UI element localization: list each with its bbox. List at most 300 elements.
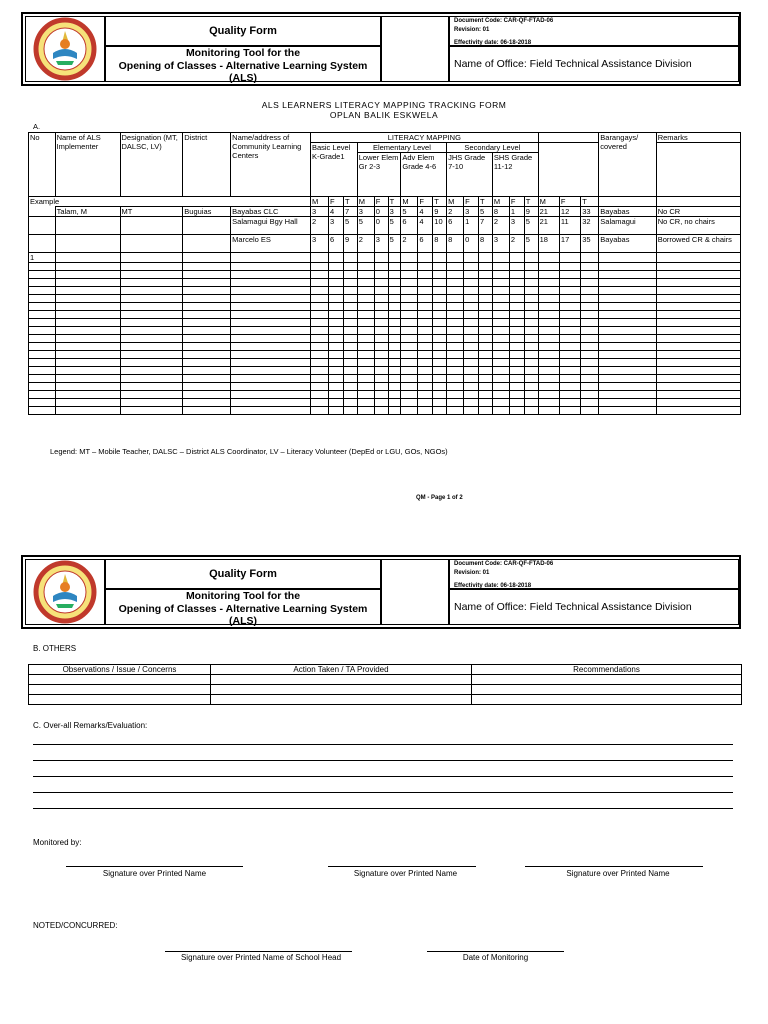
blank-cell[interactable]: [599, 335, 656, 343]
blank-cell[interactable]: [357, 407, 374, 415]
blank-cell[interactable]: [524, 279, 538, 287]
blank-cell[interactable]: [524, 319, 538, 327]
blank-cell[interactable]: [433, 399, 447, 407]
blank-cell[interactable]: [656, 359, 740, 367]
blank-cell[interactable]: [433, 311, 447, 319]
blank-cell[interactable]: [538, 351, 559, 359]
blank-cell[interactable]: [183, 271, 231, 279]
blank-cell[interactable]: [231, 279, 311, 287]
blank-cell[interactable]: [329, 253, 344, 263]
blank-cell[interactable]: [479, 319, 493, 327]
blank-cell[interactable]: [538, 311, 559, 319]
blank-cell[interactable]: [433, 351, 447, 359]
blank-cell[interactable]: [401, 399, 418, 407]
blank-cell[interactable]: [524, 271, 538, 279]
blank-cell[interactable]: [559, 295, 580, 303]
blank-cell[interactable]: [357, 351, 374, 359]
blank-cell[interactable]: [464, 359, 479, 367]
blank-cell[interactable]: [656, 343, 740, 351]
blank-cell[interactable]: [581, 375, 599, 383]
blank-cell[interactable]: [29, 279, 56, 287]
blank-cell[interactable]: [343, 287, 357, 295]
blank-cell[interactable]: [29, 319, 56, 327]
blank-cell[interactable]: [492, 327, 509, 335]
blank-cell[interactable]: [559, 407, 580, 415]
blank-cell[interactable]: [599, 343, 656, 351]
blank-cell[interactable]: [581, 383, 599, 391]
blank-cell[interactable]: [374, 343, 388, 351]
blank-cell[interactable]: [524, 287, 538, 295]
blank-cell[interactable]: [538, 375, 559, 383]
blank-cell[interactable]: [447, 271, 464, 279]
blank-cell[interactable]: [656, 295, 740, 303]
blank-cell[interactable]: [479, 367, 493, 375]
blank-cell[interactable]: [492, 271, 509, 279]
blank-cell[interactable]: [479, 263, 493, 271]
blank-cell[interactable]: [656, 263, 740, 271]
blank-cell[interactable]: [559, 351, 580, 359]
blank-cell[interactable]: [538, 383, 559, 391]
blank-cell[interactable]: [492, 287, 509, 295]
blank-cell[interactable]: [538, 319, 559, 327]
blank-cell[interactable]: [55, 311, 120, 319]
blank-cell[interactable]: [183, 359, 231, 367]
blank-cell[interactable]: [492, 263, 509, 271]
blank-cell[interactable]: [509, 351, 524, 359]
blank-cell[interactable]: [418, 295, 433, 303]
blank-cell[interactable]: [55, 367, 120, 375]
blank-cell[interactable]: [183, 343, 231, 351]
blank-cell[interactable]: [231, 407, 311, 415]
blank-cell[interactable]: [183, 351, 231, 359]
blank-cell[interactable]: [656, 279, 740, 287]
blank-cell[interactable]: [183, 407, 231, 415]
blank-cell[interactable]: [418, 303, 433, 311]
blank-cell[interactable]: [183, 327, 231, 335]
blank-cell[interactable]: [581, 407, 599, 415]
blank-cell[interactable]: [538, 391, 559, 399]
blank-cell[interactable]: [183, 391, 231, 399]
blank-cell[interactable]: [656, 311, 740, 319]
blank-cell[interactable]: [231, 391, 311, 399]
blank-cell[interactable]: [524, 399, 538, 407]
obs-cell[interactable]: [29, 675, 211, 685]
blank-cell[interactable]: [418, 351, 433, 359]
blank-cell[interactable]: [433, 327, 447, 335]
blank-cell[interactable]: [29, 383, 56, 391]
blank-cell[interactable]: [559, 359, 580, 367]
blank-cell[interactable]: [559, 343, 580, 351]
blank-cell[interactable]: [581, 303, 599, 311]
blank-cell[interactable]: [479, 253, 493, 263]
blank-cell[interactable]: [55, 335, 120, 343]
blank-cell[interactable]: [581, 319, 599, 327]
blank-cell[interactable]: [464, 407, 479, 415]
reco-cell[interactable]: [472, 685, 742, 695]
blank-cell[interactable]: [509, 311, 524, 319]
blank-cell[interactable]: [599, 391, 656, 399]
blank-cell[interactable]: [599, 287, 656, 295]
blank-cell[interactable]: [29, 311, 56, 319]
blank-cell[interactable]: [581, 263, 599, 271]
blank-cell[interactable]: [343, 351, 357, 359]
blank-cell[interactable]: [479, 399, 493, 407]
blank-cell[interactable]: [656, 319, 740, 327]
blank-cell[interactable]: [231, 383, 311, 391]
blank-cell[interactable]: [401, 263, 418, 271]
blank-cell[interactable]: [418, 391, 433, 399]
blank-cell[interactable]: [559, 335, 580, 343]
blank-cell[interactable]: [538, 327, 559, 335]
blank-cell[interactable]: [388, 263, 401, 271]
blank-cell[interactable]: [55, 263, 120, 271]
blank-cell[interactable]: [29, 263, 56, 271]
blank-cell[interactable]: [231, 375, 311, 383]
blank-cell[interactable]: [447, 263, 464, 271]
blank-cell[interactable]: [183, 287, 231, 295]
blank-cell[interactable]: [329, 351, 344, 359]
blank-cell[interactable]: [433, 319, 447, 327]
date-line[interactable]: [427, 951, 564, 952]
blank-cell[interactable]: [401, 391, 418, 399]
blank-cell[interactable]: [656, 407, 740, 415]
blank-cell[interactable]: [559, 271, 580, 279]
blank-cell[interactable]: [310, 253, 328, 263]
blank-cell[interactable]: [509, 391, 524, 399]
blank-cell[interactable]: [464, 319, 479, 327]
blank-cell[interactable]: [55, 303, 120, 311]
blank-cell[interactable]: [524, 375, 538, 383]
blank-cell[interactable]: [559, 279, 580, 287]
blank-cell[interactable]: [388, 383, 401, 391]
blank-cell[interactable]: [329, 391, 344, 399]
blank-cell[interactable]: [374, 391, 388, 399]
blank-cell[interactable]: [120, 263, 183, 271]
blank-cell[interactable]: [343, 279, 357, 287]
blank-cell[interactable]: [401, 319, 418, 327]
blank-cell[interactable]: [329, 375, 344, 383]
blank-cell[interactable]: [357, 359, 374, 367]
reco-cell[interactable]: [472, 675, 742, 685]
blank-cell[interactable]: [418, 287, 433, 295]
blank-cell[interactable]: [599, 303, 656, 311]
blank-cell[interactable]: [479, 351, 493, 359]
blank-cell[interactable]: [581, 391, 599, 399]
blank-cell[interactable]: [329, 311, 344, 319]
obs-cell[interactable]: [29, 685, 211, 695]
blank-cell[interactable]: [120, 375, 183, 383]
blank-cell[interactable]: [524, 327, 538, 335]
blank-cell[interactable]: [374, 253, 388, 263]
blank-cell[interactable]: [329, 383, 344, 391]
blank-cell[interactable]: [231, 319, 311, 327]
blank-cell[interactable]: [183, 263, 231, 271]
blank-cell[interactable]: [183, 295, 231, 303]
blank-cell[interactable]: [599, 271, 656, 279]
blank-cell[interactable]: [388, 311, 401, 319]
blank-cell[interactable]: [433, 263, 447, 271]
blank-cell[interactable]: [55, 343, 120, 351]
blank-cell[interactable]: [509, 271, 524, 279]
blank-cell[interactable]: [401, 375, 418, 383]
blank-cell[interactable]: [374, 351, 388, 359]
blank-cell[interactable]: [479, 375, 493, 383]
blank-cell[interactable]: [464, 279, 479, 287]
blank-cell[interactable]: [418, 359, 433, 367]
blank-cell[interactable]: [509, 279, 524, 287]
blank-cell[interactable]: [492, 279, 509, 287]
blank-cell[interactable]: [401, 383, 418, 391]
blank-cell[interactable]: [433, 253, 447, 263]
blank-cell[interactable]: [388, 295, 401, 303]
blank-cell[interactable]: [433, 303, 447, 311]
blank-cell[interactable]: [29, 399, 56, 407]
blank-cell[interactable]: [524, 407, 538, 415]
blank-cell[interactable]: [374, 271, 388, 279]
blank-cell[interactable]: [357, 279, 374, 287]
blank-cell[interactable]: [581, 399, 599, 407]
blank-cell[interactable]: [310, 271, 328, 279]
blank-cell[interactable]: [231, 399, 311, 407]
blank-cell[interactable]: [464, 253, 479, 263]
school-head-signature-line[interactable]: [165, 951, 352, 952]
blank-cell[interactable]: [329, 359, 344, 367]
blank-cell[interactable]: [120, 407, 183, 415]
blank-cell[interactable]: [120, 319, 183, 327]
blank-cell[interactable]: [343, 253, 357, 263]
blank-cell[interactable]: [492, 367, 509, 375]
blank-cell[interactable]: [120, 303, 183, 311]
blank-cell[interactable]: [656, 327, 740, 335]
blank-cell[interactable]: [524, 311, 538, 319]
blank-cell[interactable]: [343, 271, 357, 279]
blank-cell[interactable]: [464, 399, 479, 407]
blank-cell[interactable]: [656, 375, 740, 383]
blank-cell[interactable]: [559, 327, 580, 335]
blank-cell[interactable]: [509, 367, 524, 375]
blank-cell[interactable]: [599, 319, 656, 327]
blank-cell[interactable]: [120, 295, 183, 303]
blank-cell[interactable]: [388, 391, 401, 399]
blank-cell[interactable]: [357, 327, 374, 335]
blank-cell[interactable]: [509, 335, 524, 343]
blank-cell[interactable]: [29, 359, 56, 367]
signature-line[interactable]: [328, 866, 476, 867]
blank-cell[interactable]: [447, 287, 464, 295]
remarks-line[interactable]: [33, 776, 733, 777]
blank-cell[interactable]: [464, 287, 479, 295]
blank-cell[interactable]: [231, 263, 311, 271]
blank-cell[interactable]: [656, 383, 740, 391]
blank-cell[interactable]: [492, 311, 509, 319]
blank-cell[interactable]: [447, 367, 464, 375]
blank-cell[interactable]: [538, 295, 559, 303]
blank-cell[interactable]: [492, 335, 509, 343]
blank-cell[interactable]: [329, 327, 344, 335]
blank-cell[interactable]: [418, 367, 433, 375]
action-cell[interactable]: [211, 685, 472, 695]
blank-cell[interactable]: [388, 327, 401, 335]
blank-cell[interactable]: [656, 391, 740, 399]
blank-cell[interactable]: [55, 319, 120, 327]
blank-cell[interactable]: [183, 303, 231, 311]
blank-cell[interactable]: [559, 287, 580, 295]
reco-cell[interactable]: [472, 695, 742, 705]
blank-cell[interactable]: [447, 351, 464, 359]
blank-cell[interactable]: [599, 253, 656, 263]
blank-cell[interactable]: [401, 279, 418, 287]
blank-cell[interactable]: [492, 391, 509, 399]
signature-line[interactable]: [66, 866, 243, 867]
blank-cell[interactable]: [509, 253, 524, 263]
blank-cell[interactable]: [329, 287, 344, 295]
blank-cell[interactable]: [418, 335, 433, 343]
blank-cell[interactable]: [418, 253, 433, 263]
blank-cell[interactable]: [55, 391, 120, 399]
blank-cell[interactable]: [231, 335, 311, 343]
blank-cell[interactable]: [581, 351, 599, 359]
blank-cell[interactable]: [310, 367, 328, 375]
blank-cell[interactable]: [559, 311, 580, 319]
blank-cell[interactable]: [231, 311, 311, 319]
blank-cell[interactable]: [479, 287, 493, 295]
blank-cell[interactable]: [464, 311, 479, 319]
blank-cell[interactable]: [183, 335, 231, 343]
blank-cell[interactable]: [388, 335, 401, 343]
blank-cell[interactable]: [418, 383, 433, 391]
blank-cell[interactable]: [599, 359, 656, 367]
blank-cell[interactable]: [524, 263, 538, 271]
blank-cell[interactable]: [447, 375, 464, 383]
blank-cell[interactable]: [581, 295, 599, 303]
blank-cell[interactable]: [120, 335, 183, 343]
blank-cell[interactable]: [183, 319, 231, 327]
blank-cell[interactable]: [479, 359, 493, 367]
blank-cell[interactable]: [559, 367, 580, 375]
blank-cell[interactable]: [581, 311, 599, 319]
blank-cell[interactable]: [447, 295, 464, 303]
blank-cell[interactable]: [343, 359, 357, 367]
blank-cell[interactable]: [329, 407, 344, 415]
blank-cell[interactable]: [464, 335, 479, 343]
blank-cell[interactable]: [329, 367, 344, 375]
blank-cell[interactable]: [581, 335, 599, 343]
blank-cell[interactable]: [447, 311, 464, 319]
blank-cell[interactable]: [120, 279, 183, 287]
blank-cell[interactable]: [310, 327, 328, 335]
blank-cell[interactable]: [120, 327, 183, 335]
blank-cell[interactable]: [492, 253, 509, 263]
blank-cell[interactable]: [357, 319, 374, 327]
blank-cell[interactable]: [524, 343, 538, 351]
blank-cell[interactable]: [464, 343, 479, 351]
blank-cell[interactable]: [343, 399, 357, 407]
blank-cell[interactable]: [329, 295, 344, 303]
blank-cell[interactable]: [55, 399, 120, 407]
blank-cell[interactable]: [656, 253, 740, 263]
blank-cell[interactable]: [55, 295, 120, 303]
blank-cell[interactable]: [29, 295, 56, 303]
blank-cell[interactable]: [55, 253, 120, 263]
blank-cell[interactable]: [357, 303, 374, 311]
blank-cell[interactable]: [418, 327, 433, 335]
blank-cell[interactable]: [231, 359, 311, 367]
blank-cell[interactable]: [509, 359, 524, 367]
blank-cell[interactable]: [581, 327, 599, 335]
blank-cell[interactable]: [464, 295, 479, 303]
blank-cell[interactable]: [447, 279, 464, 287]
remarks-line[interactable]: [33, 760, 733, 761]
blank-cell[interactable]: [329, 343, 344, 351]
blank-cell[interactable]: [29, 327, 56, 335]
blank-cell[interactable]: [656, 367, 740, 375]
blank-cell[interactable]: [343, 367, 357, 375]
blank-cell[interactable]: [343, 407, 357, 415]
blank-cell[interactable]: [55, 327, 120, 335]
blank-cell[interactable]: [374, 319, 388, 327]
blank-cell[interactable]: [559, 391, 580, 399]
blank-cell[interactable]: [599, 327, 656, 335]
blank-cell[interactable]: [538, 253, 559, 263]
blank-cell[interactable]: [433, 383, 447, 391]
blank-cell[interactable]: [418, 375, 433, 383]
blank-cell[interactable]: [310, 287, 328, 295]
blank-cell[interactable]: [388, 399, 401, 407]
blank-cell[interactable]: [29, 287, 56, 295]
blank-cell[interactable]: [524, 391, 538, 399]
blank-cell[interactable]: [509, 319, 524, 327]
blank-cell[interactable]: [464, 351, 479, 359]
blank-cell[interactable]: [479, 311, 493, 319]
blank-cell[interactable]: [310, 311, 328, 319]
blank-cell[interactable]: [433, 335, 447, 343]
blank-cell[interactable]: [55, 407, 120, 415]
blank-cell[interactable]: [357, 391, 374, 399]
blank-cell[interactable]: [447, 399, 464, 407]
blank-cell[interactable]: [418, 279, 433, 287]
blank-cell[interactable]: [524, 303, 538, 311]
blank-cell[interactable]: [29, 407, 56, 415]
blank-cell[interactable]: [310, 407, 328, 415]
blank-cell[interactable]: [418, 407, 433, 415]
blank-cell[interactable]: [479, 383, 493, 391]
blank-cell[interactable]: [509, 383, 524, 391]
blank-cell[interactable]: [401, 343, 418, 351]
blank-cell[interactable]: [581, 287, 599, 295]
blank-cell[interactable]: [357, 271, 374, 279]
blank-cell[interactable]: [492, 295, 509, 303]
blank-cell[interactable]: [401, 253, 418, 263]
blank-cell[interactable]: [656, 399, 740, 407]
blank-cell[interactable]: [599, 351, 656, 359]
blank-cell[interactable]: [492, 343, 509, 351]
blank-cell[interactable]: [231, 343, 311, 351]
blank-cell[interactable]: [656, 271, 740, 279]
blank-cell[interactable]: [310, 399, 328, 407]
blank-cell[interactable]: [492, 383, 509, 391]
blank-cell[interactable]: [374, 327, 388, 335]
blank-cell[interactable]: [55, 359, 120, 367]
blank-cell[interactable]: [374, 359, 388, 367]
blank-cell[interactable]: [310, 383, 328, 391]
blank-cell[interactable]: [509, 407, 524, 415]
blank-cell[interactable]: [433, 359, 447, 367]
blank-cell[interactable]: [581, 343, 599, 351]
blank-cell[interactable]: [357, 343, 374, 351]
blank-cell[interactable]: [433, 343, 447, 351]
blank-cell[interactable]: [388, 279, 401, 287]
blank-cell[interactable]: [310, 335, 328, 343]
